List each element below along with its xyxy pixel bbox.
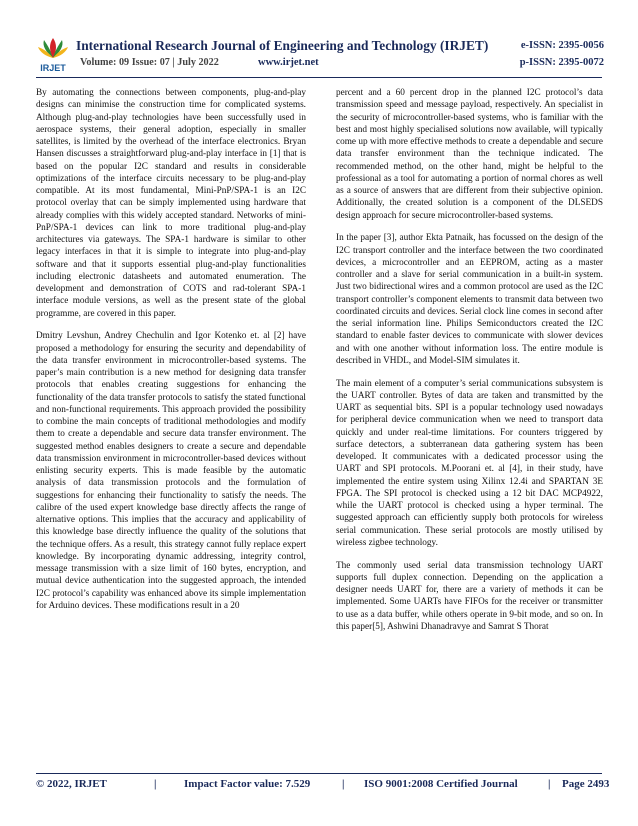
paragraph: The commonly used serial data transmission technology UART supports full duplex connection. Depending on the application a designer needs UART for, there are a variety of methods it can be implemented. Some UARTs have FIFOs for the receiver or transmitter to use as a data buffer, while others operate in 9-bit mode, and so on. In this paper[5], Ashwini Dhanadravye and Samrat S Thorat (336, 560, 603, 632)
pissn: p-ISSN: 2395-0072 (519, 57, 604, 68)
footer-separator: | (342, 778, 345, 790)
irjet-logo-icon (36, 38, 70, 76)
journal-title: International Research Journal of Engineering and Technology (IRJET) (76, 38, 489, 53)
footer-rule (36, 773, 602, 774)
logo-text: IRJET (40, 63, 66, 73)
paragraph: percent and a 60 percent drop in the planned I2C protocol’s data transmission speed and message payload, respectively. An specialist in the security of microcontroller-based systems, who is familiar with the best and most highly specialised solutions now available, will typically come up with more effective methods to create a dependable and secure data transfer environment than the technique indicated. The recommended method, on the other hand, might be helpful to the professional as a tool for automating a portion of normal chores as well as a source of answers that are different from their subjective opinion. Additionally, the created solution is a component of the DLSEDS design approach for secure microcontroller-based systems. (336, 88, 603, 221)
eissn: e-ISSN: 2395-0056 (520, 40, 604, 51)
footer-iso: ISO 9001:2008 Certified Journal (364, 778, 518, 790)
right-column (336, 87, 603, 644)
website-link[interactable]: www.irjet.net (258, 57, 319, 68)
page-footer (36, 778, 610, 796)
paragraph: The main element of a computer’s serial communications subsystem is the UART controller. Bytes of data are taken and transmitted by the UART as sequential bits. SPI is a popular technology used nowadays for peripheral device communication when we need to transport data quickly and under real-time limitations. For counters triggered by surface detectors, a subterranean data gathering system has been developed. It communicates with a dedicated processor using the UART and SPI protocols. M.Poorani et. al [4], in their study, have implemented the entire system using Xilinx 12.4i and SPARTAN 3E FPGA. The SPI protocol is checked using a 12 bit DAC MCP4922, while the UART protocol is checked using a hyper terminal. The suggested approach can efficiently supply both protocols for wireless serial communication. These serial protocols are mostly utilised by wireless zigbee technology. (336, 378, 603, 548)
footer-separator: | (154, 778, 157, 790)
page-header (36, 36, 604, 76)
footer-copyright: © 2022, IRJET (36, 778, 107, 790)
volume-issue: Volume: 09 Issue: 07 | July 2022 (80, 57, 219, 68)
footer-impact-factor: Impact Factor value: 7.529 (184, 778, 311, 790)
paragraph: By automating the connections between components, plug-and-play designs can minimise the construction time for complicated systems. Although plug-and-play technologies have been successfully used in aerospace systems, their general adoption, especially in smaller satellites, is limited by the overhead of the interface electronics. Bryan Hansen discusses a straightforward plug-and-play interface in [1] that is based on the popular I2C standard and results in considerable optimizations of the interface circuits necessary to be plug-and-play compatible. At its most fundamental, Mini-PnP/SPA-1 is an I2C protocol overlay that can be simply implemented using hardware that already complies with this widely accepted standard. Networks of mini-PnP/SPA-1 devices can link to more traditional plug-and-play architectures via gateways. The SPA-1 hardware is similar to other legacy interfaces in that it is simple to integrate into plug-and-play software and that it supports essential plug-and-play functionalities including electronic datasheets and automated enumeration. The development and demonstration of COTS and rad-tolerant SPA-1 interface module versions, as well as the present state of the global programme, are covered in this paper. (36, 88, 306, 319)
left-column (36, 87, 306, 623)
paragraph: Dmitry Levshun, Andrey Chechulin and Igor Kotenko et. al [2] have proposed a methodology for ensuring the security and dependability of the data transfer environment in microcontroller-based systems. The paper’s main contribution is a new method for designing data transfer protocols that enables creating suggestions for enhancing the functionality of the data transfer protocols to satisfy the stated functional and non-functional requirements. This approach provided the possibility to combine the main concepts of traditional methodologies and modify them to create a dependable and secure data transfer environment. The suggested method enables designers to create a secure and dependable data transmission environment in microcontroller-based devices without enlisting security experts. This is made feasible by the automatic analysis of data transmission protocols and the formulation of suggestions for enhancing their functionality to satisfy the needs. The calibre of the used expert knowledge base directly affects the range of alternative options. This implies that the accuracy and applicability of this knowledge base directly influence the quality of the solutions that the technique offers. As a result, this strategy cannot fully replace expert knowledge. By incorporating dynamic addressing, integrity control, message transmission with a size limit of 160 bytes, encryption, and mutual device authentication into the suggested approach, the intended I2C protocol’s capability was enhanced above its simple implementation for Arduino devices. These modifications result in a 20 (36, 331, 306, 611)
footer-page-number: Page 2493 (562, 778, 610, 790)
paragraph: In the paper [3], author Ekta Patnaik, has focussed on the design of the I2C transport controller and the interface between the two coordinated devices, a microcontroller and an EEPROM, acting as a master controller and a slave for serial communication in a built-in system. Just two bidirectional wires and a common protocol are used as the I2C transport controller’s component elements to transmit data between two coordinated circuits and devices. Serial clock line comes in second after the serial information line. Philips Semiconductors created the I2C standard to enable faster devices to communicate with slower devices and with one another without information loss. The entire module is described in VHDL, and Model-SIM simulates it. (336, 233, 603, 366)
footer-separator: | (548, 778, 551, 790)
header-rule (36, 77, 602, 78)
